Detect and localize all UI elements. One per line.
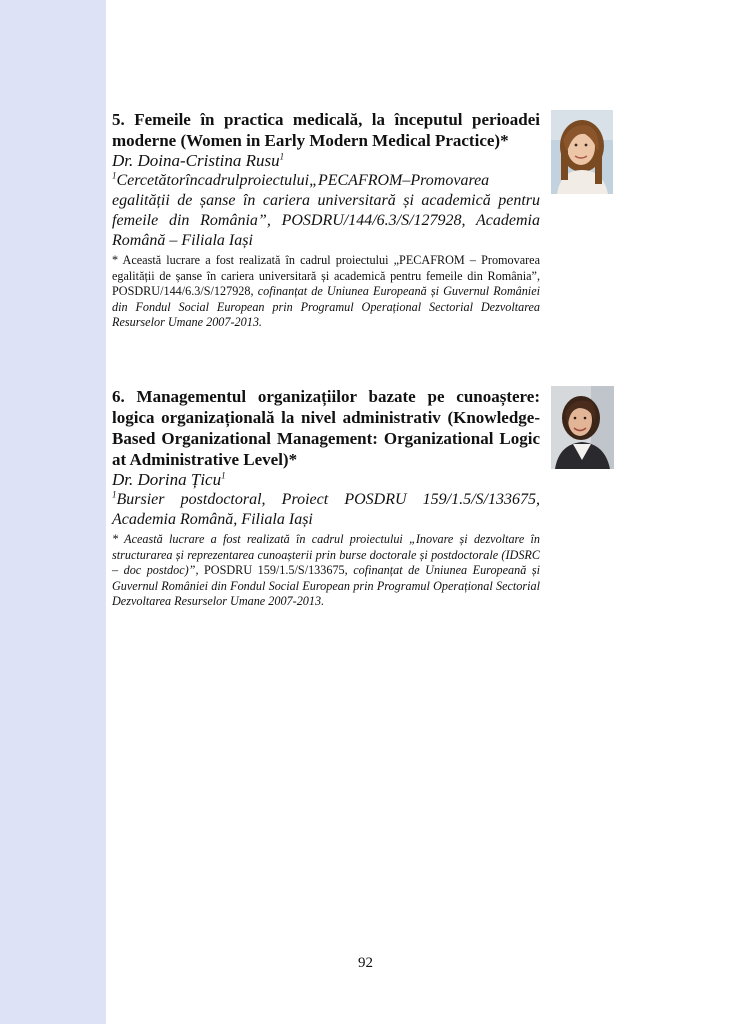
entry-6 xyxy=(112,386,540,610)
entry-note xyxy=(112,532,540,610)
entry-author xyxy=(112,151,540,171)
author-photo xyxy=(551,386,614,469)
portrait-photo-icon xyxy=(551,110,613,194)
note-plain: POSDRU 159/1.5/S/133675, xyxy=(198,563,354,577)
note-italic: cofinanțat de Uniunea Europeană și Guvernul României din Fondul Social European prin Programul Operațional Sectorial Dezvoltarea Resurselor Umane 2007-2013. xyxy=(112,284,540,329)
page-number: 92 xyxy=(358,955,373,971)
affiliation-footnote-mark: 1 xyxy=(112,489,117,500)
affiliation-footnote-mark: 1 xyxy=(112,170,117,181)
entry-affiliation xyxy=(112,171,540,251)
portrait-photo-icon xyxy=(551,386,614,469)
entry-title: 6. Managementul organizațiilor bazate pe cunoaștere: logica organizațională la nivel administrativ (Knowledge-Based Organizational Management: Organizational Logic at Administrative Level)* xyxy=(112,387,540,469)
entry-note xyxy=(112,253,540,331)
author-footnote-mark: 1 xyxy=(221,470,226,481)
sidebar-band xyxy=(0,0,106,1024)
affiliation-text: Cercetătorîncadrulproiectului„PECAFROM–Promovarea egalității de șanse în cariera universitară și academică pentru femeile din România”, POSDRU/144/6.3/S/127928, Academia Română – Filiala Iași xyxy=(112,172,540,249)
note-plain: * Această lucrare a fost realizată în cadrul proiectului „PECAFROM – Promovarea egalității de șanse în cariera universitară și academică pentru femeile din România”, POSDRU/144/6.3/S/127928, xyxy=(112,253,540,298)
entry-author xyxy=(112,470,540,490)
author-name: Dr. Doina-Cristina Rusu xyxy=(112,151,280,170)
entry-title: 5. Femeile în practica medicală, la începutul perioadei moderne (Women in Early Modern Medical Practice)* xyxy=(112,110,540,150)
author-photo xyxy=(551,110,613,194)
entry-5 xyxy=(112,109,540,331)
author-name: Dr. Dorina Țicu xyxy=(112,470,222,489)
note-italic-1: * Această lucrare a fost realizată în cadrul proiectului „Inovare și dezvoltare în structurarea și reprezentarea cunoașterii prin burse doctorale și postdoctorale (IDSRC – doc postdoc)”, xyxy=(112,532,540,577)
entry-affiliation xyxy=(112,490,540,530)
author-footnote-mark: 1 xyxy=(279,151,285,162)
note-italic-2: cofinanțat de Uniunea Europeană și Guvernul României din Fondul Social European prin Programul Operațional Sectorial Dezvoltarea Resurselor Umane 2007-2013. xyxy=(112,563,540,608)
affiliation-text: Bursier postdoctoral, Proiect POSDRU 159/1.5/S/133675, Academia Română, Filiala Iași xyxy=(112,491,540,528)
